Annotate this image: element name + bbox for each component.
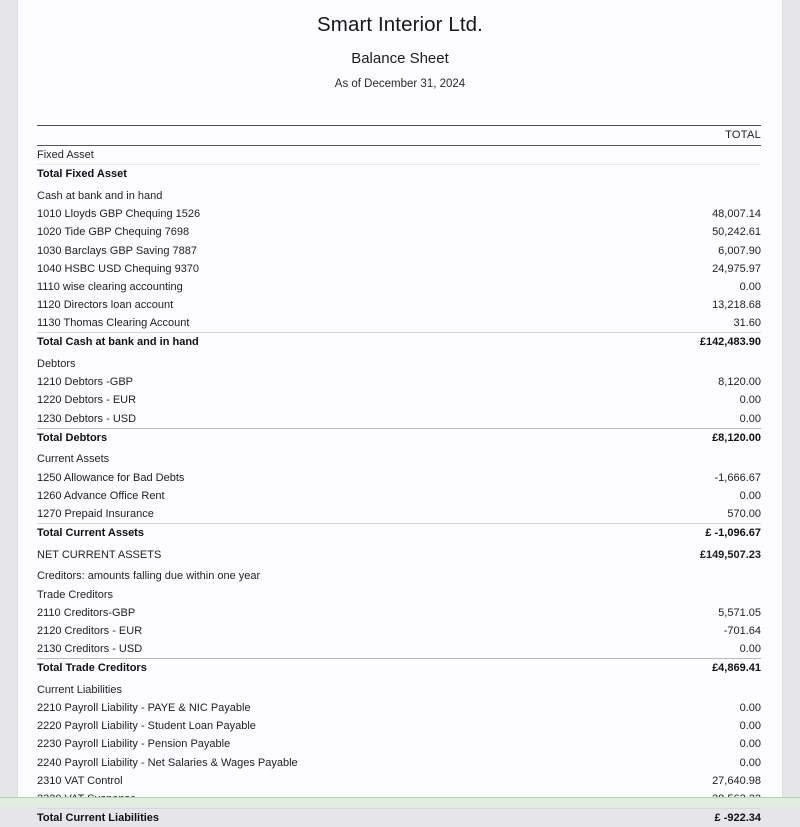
row-label: NET CURRENT ASSETS [37,548,162,561]
row-label: Trade Creditors [37,588,114,601]
row-label: 1040 HSBC USD Chequing 9370 [37,262,200,275]
row-amount [611,585,761,603]
table-row [37,352,761,374]
row-amount: £ -1,096.67 [611,524,761,543]
row-amount: £4,869.41 [611,659,761,678]
row-label: Creditors: amounts falling due within one year [37,570,261,583]
row-label: 1220 Debtors - EUR [37,394,137,407]
column-header-label [37,126,611,146]
table-row [37,296,761,314]
table-row [37,333,761,352]
row-label: Total Trade Creditors [37,659,611,678]
row-label: 2240 Payroll Liability - Net Salaries & Wages Payable [37,756,298,769]
row-amount: 0.00 [739,489,761,502]
row-amount: 0.00 [739,280,761,293]
table-row [37,278,761,296]
row-label: 1260 Advance Office Rent [37,489,165,502]
table-row [37,564,761,586]
row-amount: -1,666.67 [714,471,761,484]
balance-sheet-table-container [18,125,782,827]
row-amount: £ -922.34 [611,809,761,827]
company-name: Smart Interior Ltd. [317,13,483,36]
table-row [37,809,761,827]
row-amount: 27,640.98 [712,774,761,787]
row-label: Current Assets [37,453,110,466]
row-amount [611,447,761,469]
table-row [37,604,761,622]
table-row [37,241,761,259]
report-header [18,0,782,92]
table-row [37,735,761,753]
table-row [37,542,761,564]
row-label: Debtors [37,358,76,371]
row-label: 1210 Debtors -GBP [37,376,133,389]
row-amount: 0.00 [739,702,761,715]
row-label: Cash at bank and in hand [37,189,163,202]
row-label: 2230 Payroll Liability - Pension Payable [37,738,231,751]
table-header [37,126,761,146]
table-row [37,717,761,735]
balance-sheet-table [37,125,761,827]
row-label: Total Current Assets [37,524,611,543]
row-amount: £142,483.90 [611,333,761,352]
row-amount: 50,242.61 [712,226,761,239]
table-row [37,146,761,165]
row-label: Total Debtors [37,428,611,447]
row-amount: 0.00 [739,394,761,407]
row-amount: 0.00 [739,720,761,733]
row-amount: 24,975.97 [712,262,761,275]
table-row [37,659,761,678]
row-label: 1030 Barclays GBP Saving 7887 [37,244,198,257]
column-header-total: TOTAL [611,126,761,146]
row-amount [611,352,761,374]
table-row [37,428,761,447]
row-amount [611,165,761,184]
table-row [37,468,761,486]
row-amount: 13,218.68 [712,299,761,312]
row-label: 2210 Payroll Liability - PAYE & NIC Payable [37,702,251,715]
table-row [37,165,761,184]
row-label: Total Fixed Asset [37,165,611,184]
row-amount [611,564,761,586]
table-row [37,183,761,205]
report-period: As of December 31, 2024 [334,78,466,91]
table-row [37,314,761,333]
table-row [37,373,761,391]
row-label: 2130 Creditors - USD [37,643,143,656]
report-title: Balance Sheet [351,49,449,67]
bottom-status-band [0,797,800,806]
row-amount [611,146,761,165]
table-row [37,223,761,241]
table-row [37,585,761,603]
table-row [37,699,761,717]
table-row [37,260,761,278]
table-row [37,524,761,543]
row-label: 1250 Allowance for Bad Debts [37,471,185,484]
table-row [37,640,761,659]
table-row [37,487,761,505]
table-row [37,754,761,772]
row-amount: 0.00 [739,643,761,656]
row-amount [611,677,761,699]
row-amount: £149,507.23 [699,548,761,561]
row-amount: 6,007.90 [718,244,761,257]
table-row [37,677,761,699]
table-row [37,622,761,640]
row-amount: -701.64 [723,624,761,637]
row-amount: 8,120.00 [718,376,761,389]
table-row [37,772,761,790]
table-row [37,391,761,409]
row-label: 1020 Tide GBP Chequing 7698 [37,226,190,239]
row-label: 2310 VAT Control [37,774,123,787]
row-label: 1270 Prepaid Insurance [37,507,154,520]
table-row [37,447,761,469]
row-label: 1230 Debtors - USD [37,412,137,425]
row-amount: 48,007.14 [712,208,761,221]
row-label: 1010 Lloyds GBP Chequing 1526 [37,208,201,221]
row-amount [611,183,761,205]
row-label: Fixed Asset [37,149,94,162]
row-label: 2220 Payroll Liability - Student Loan Payable [37,720,256,733]
row-amount: 31.60 [733,317,761,330]
row-amount: 0.00 [739,738,761,751]
row-label: 1120 Directors loan account [37,299,174,312]
table-body [37,146,761,827]
row-label: 1110 wise clearing accounting [37,280,183,293]
row-amount: £8,120.00 [611,428,761,447]
row-label: Current Liabilities [37,683,122,696]
row-label: 2110 Creditors-GBP [37,606,136,619]
row-label: Total Current Liabilities [37,809,611,827]
table-row [37,505,761,524]
table-row [37,410,761,429]
row-label: Total Cash at bank and in hand [37,333,611,352]
row-amount: 0.00 [739,756,761,769]
table-header-row [37,126,761,146]
report-page [17,0,783,825]
table-row [37,205,761,223]
row-label: 1130 Thomas Clearing Account [37,317,190,330]
row-amount: 570.00 [727,507,761,520]
row-amount: 5,571.05 [718,606,761,619]
row-label: 2120 Creditors - EUR [37,624,143,637]
row-amount: 0.00 [739,412,761,425]
